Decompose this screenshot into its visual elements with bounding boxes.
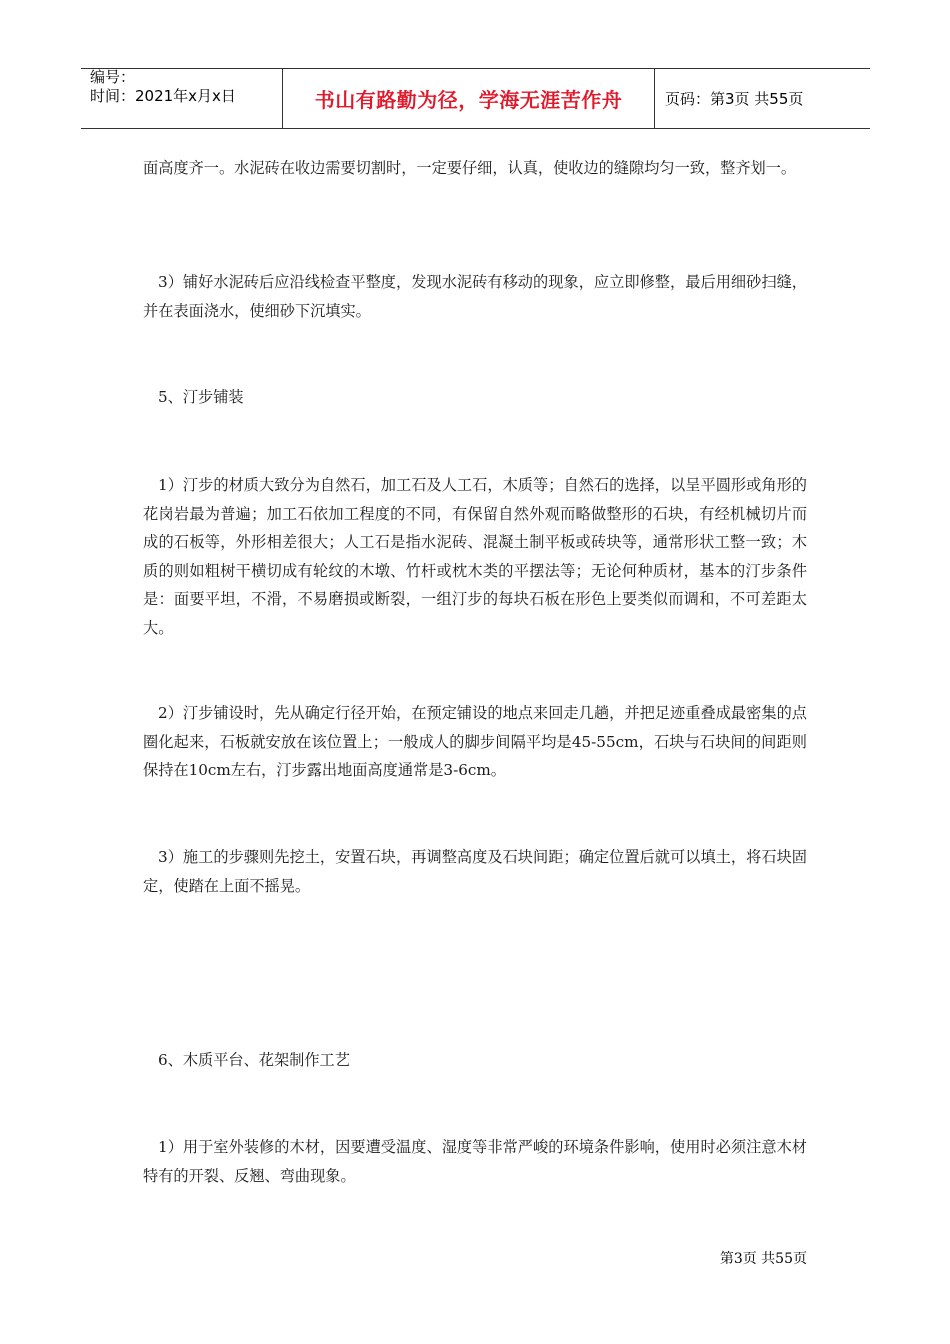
footer-page-number: 第3页 共55页 — [719, 1251, 807, 1267]
header-motto: 书山有路勤为径，学海无涯苦作舟 — [314, 88, 623, 112]
paragraph-continued: 面高度齐一。水泥砖在收边需要切割时，一定要仔细，认真，使收边的缝隙均匀一致，整齐划一。 — [143, 159, 797, 177]
paragraph-step-3-leveling: 3）铺好水泥砖后应沿线检查平整度，发现水泥砖有移动的现象，应立即修整，最后用细砂扫缝，并在表面浇水，使细砂下沉填实。 — [143, 273, 807, 320]
paragraph-outdoor-wood: 1）用于室外装修的木材，因要遭受温度、湿度等非常严峻的环境条件影响，使用时必须注意木材特有的开裂、反翘、弯曲现象。 — [143, 1138, 807, 1185]
header-divider-right — [654, 68, 655, 129]
section-heading-wood-platform: 6、木质平台、花架制作工艺 — [158, 1051, 350, 1069]
header-info — [90, 68, 236, 106]
document-number-label: 编号： — [90, 68, 136, 86]
document-time-label: 时间：2021年x月x日 — [90, 87, 236, 105]
section-heading-stepping-stones: 5、汀步铺装 — [158, 388, 244, 406]
header-bottom-line — [81, 128, 870, 129]
header-page-number: 页码：第3页 共55页 — [665, 90, 804, 108]
paragraph-stepping-stone-layout: 2）汀步铺设时，先从确定行径开始，在预定铺设的地点来回走几趟，并把足迹重叠成最密集的点圈化起来，石板就安放在该位置上；一般成人的脚步间隔平均是45-55cm，石块与石块间的间距则保持在10cm左右，汀步露出地面高度通常是3-6cm。 — [143, 704, 807, 779]
paragraph-stepping-stone-materials: 1）汀步的材质大致分为自然石，加工石及人工石，木质等；自然石的选择，以呈平圆形或角形的花岗岩最为普遍；加工石依加工程度的不同，有保留自然外观而略做整形的石块，有经机械切片而成的石板等，外形相差很大；人工石是指水泥砖、混凝土制平板或砖块等，通常形状工整一致；木质的则如粗树干横切成有轮纹的木墩、竹杆或枕木类的平摆法等；无论何种质材，基本的汀步条件是：面要平坦，不滑，不易磨损或断裂，一组汀步的每块石板在形色上要类似而调和，不可差距太大。 — [143, 476, 807, 637]
paragraph-construction-steps: 3）施工的步骤则先挖土，安置石块，再调整高度及石块间距；确定位置后就可以填土，将石块固定，使踏在上面不摇晃。 — [143, 848, 807, 895]
